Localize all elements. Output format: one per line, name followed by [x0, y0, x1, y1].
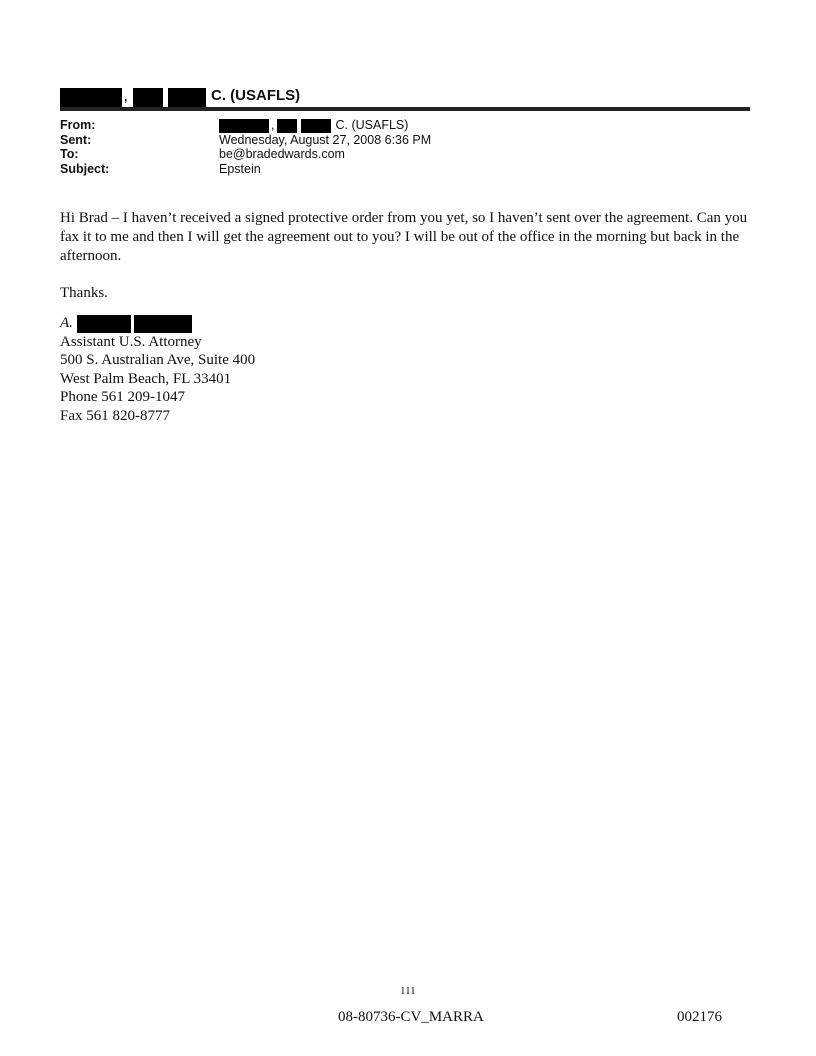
redaction-block — [219, 119, 269, 133]
signature-title: Assistant U.S. Attorney — [60, 333, 202, 350]
page-number: 111 — [400, 985, 416, 997]
redaction-block — [133, 88, 163, 107]
email-title-row — [60, 86, 750, 108]
case-number: 08-80736-CV_MARRA — [338, 1009, 484, 1025]
from-value — [219, 118, 408, 133]
signature-name-line — [60, 314, 255, 333]
signature-address-line-2: West Palm Beach, FL 33401 — [60, 370, 232, 387]
signature-address-line-1: 500 S. Australian Ave, Suite 400 — [60, 352, 256, 369]
redaction-block — [60, 88, 122, 107]
from-name-suffix: C. (USAFLS) — [335, 118, 409, 132]
from-comma: , — [271, 118, 275, 132]
to-label: To: — [60, 147, 79, 161]
sent-value: Wednesday, August 27, 2008 6:36 PM — [219, 132, 432, 147]
signature-phone: Phone 561 209-1047 — [60, 389, 185, 406]
sent-label: Sent: — [60, 132, 92, 147]
redaction-block — [134, 315, 192, 333]
redaction-block — [168, 88, 206, 107]
redaction-block — [301, 119, 331, 133]
signature-fax: Fax 561 820-8777 — [60, 407, 170, 424]
email-body-paragraph: Hi Brad – I haven’t received a signed protective order from you yet, so I haven’t sent over the agreement. Can you fax it to me and then I will get the agreement out to you? I will be out of the office in the morning but back in the afternoon. — [60, 210, 748, 264]
signature-initial: A. — [60, 315, 73, 331]
title-comma: , — [124, 90, 128, 104]
from-label: From: — [60, 118, 96, 132]
bates-number: 002176 — [677, 1009, 722, 1025]
sender-name-suffix: C. (USAFLS) — [211, 87, 301, 104]
redaction-block — [277, 119, 297, 133]
subject-label: Subject: — [60, 161, 110, 176]
to-value: be@bradedwards.com — [219, 147, 345, 161]
title-divider — [60, 107, 750, 111]
signature-block — [60, 314, 255, 425]
redaction-block — [77, 315, 131, 333]
email-closing: Thanks. — [60, 285, 108, 301]
subject-value: Epstein — [219, 161, 261, 176]
